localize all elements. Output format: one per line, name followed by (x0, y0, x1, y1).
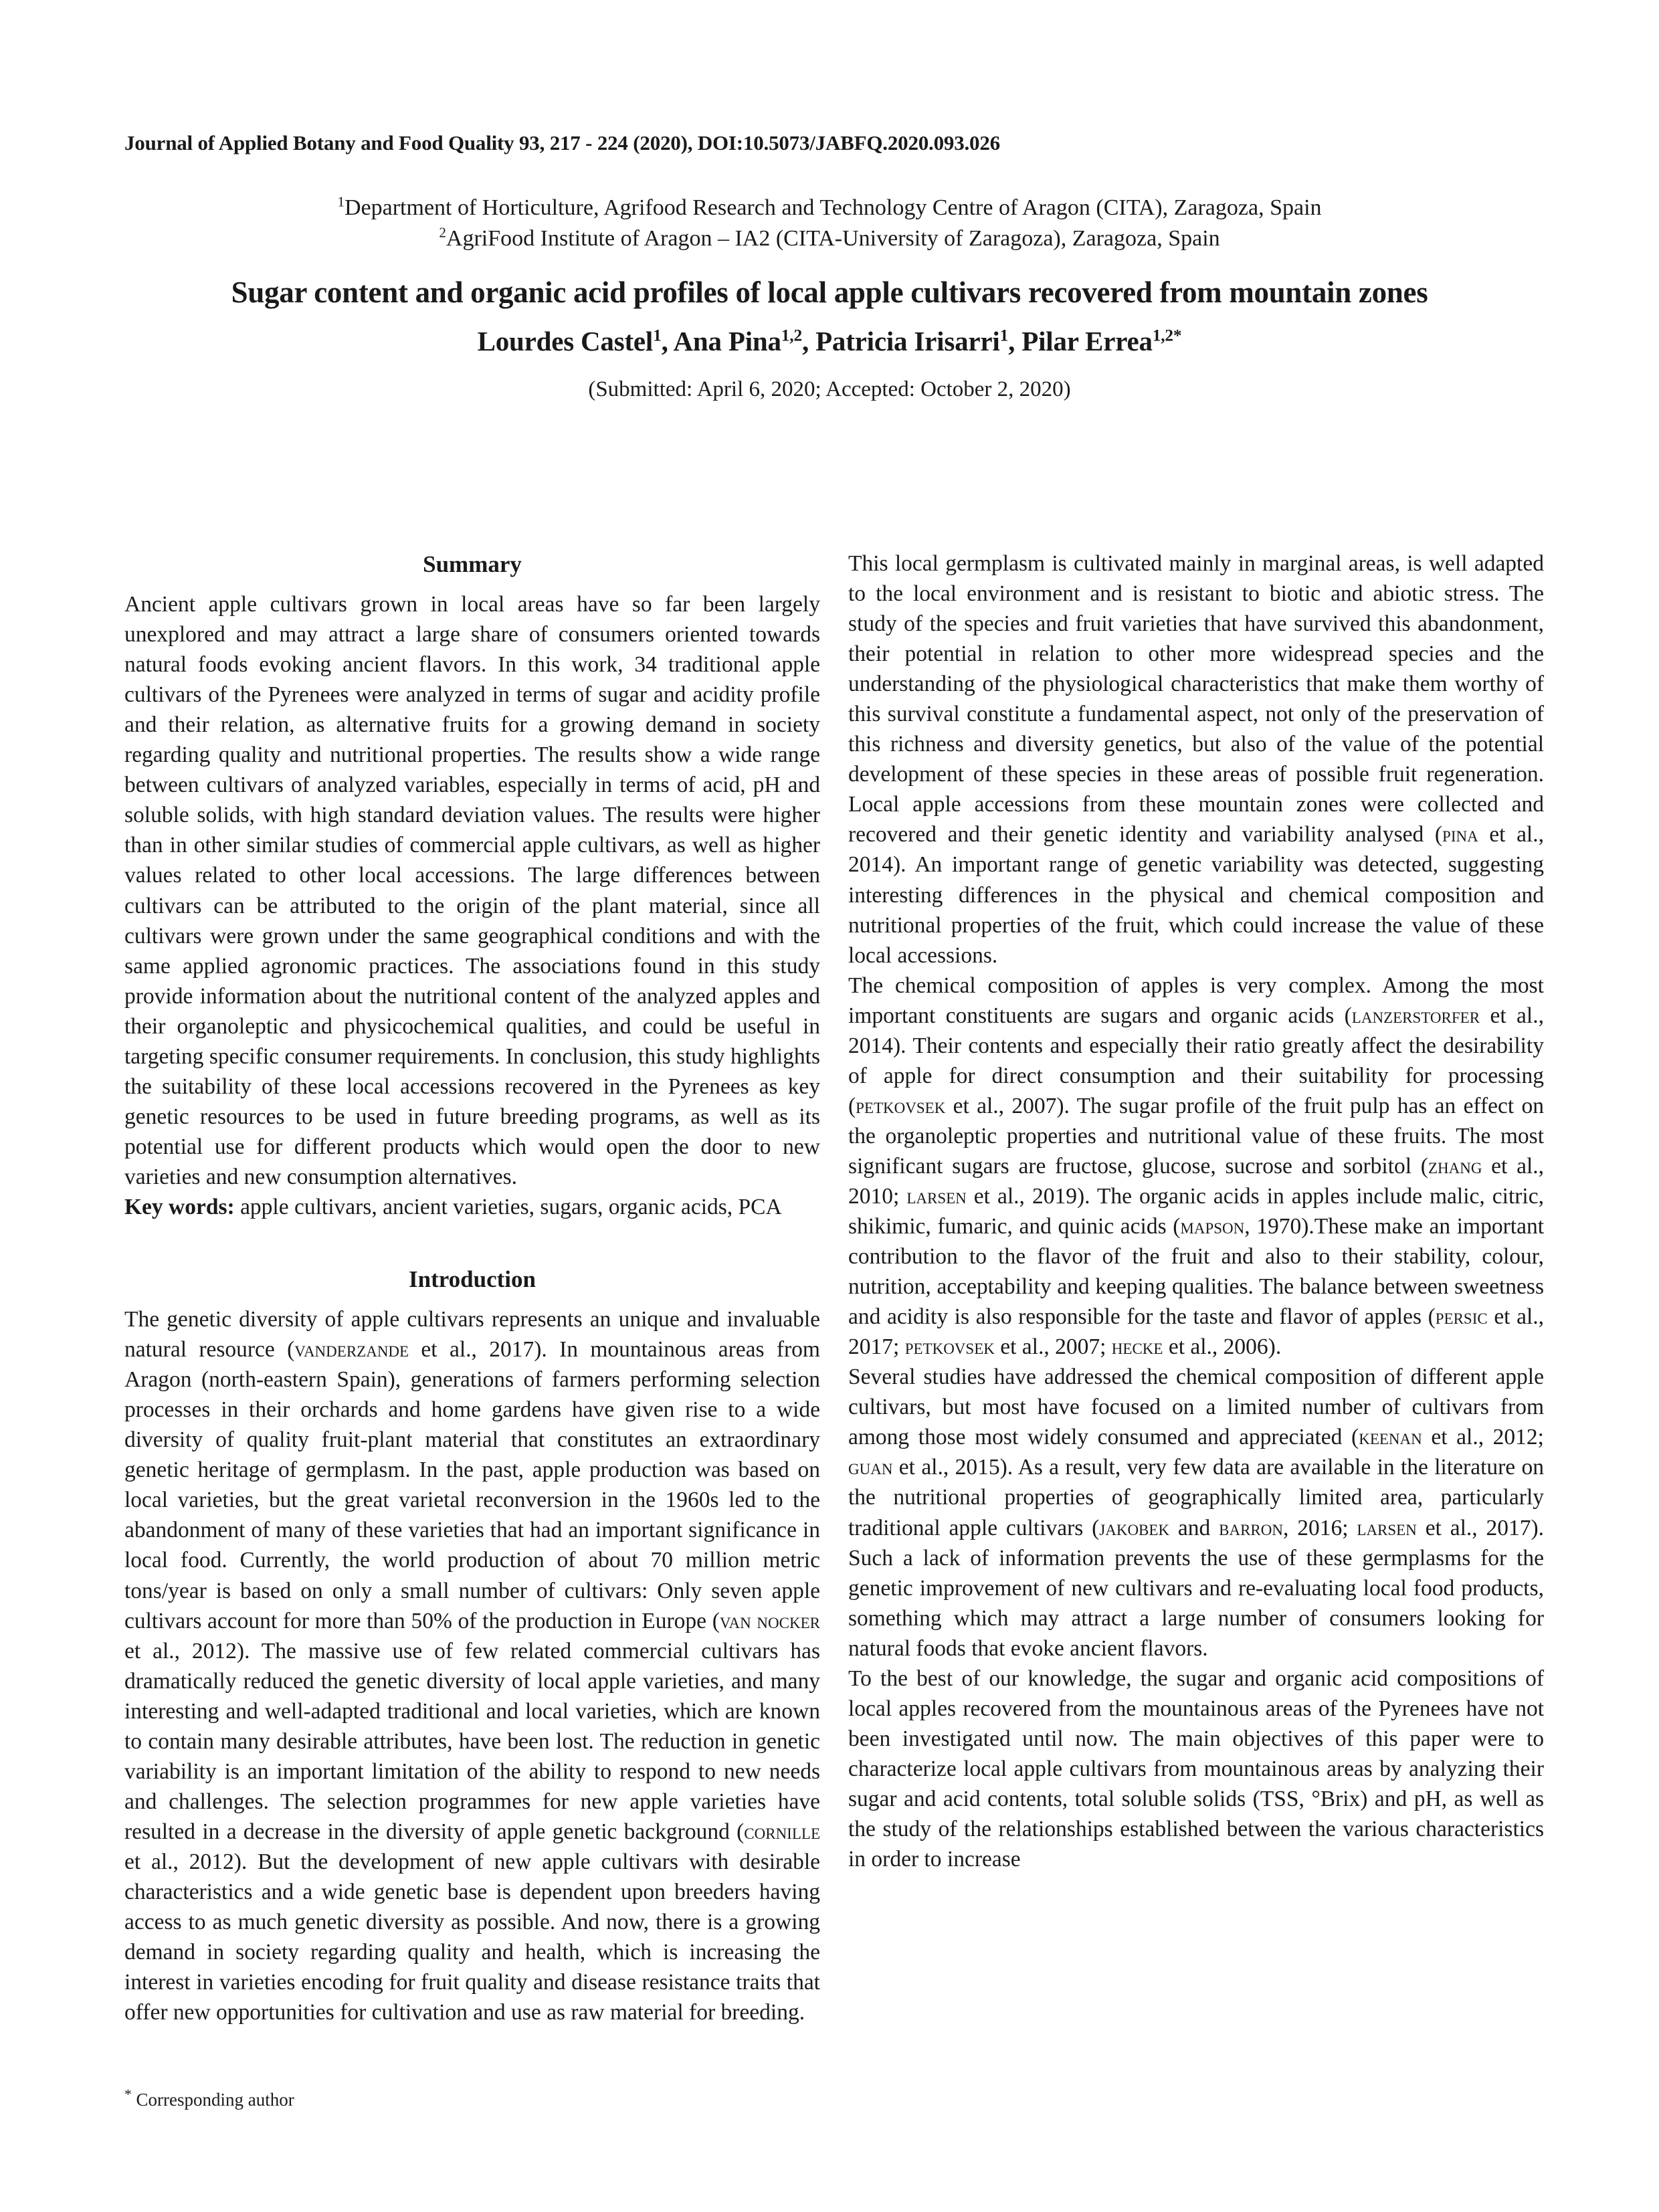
affiliation-1-marker: 1 (337, 193, 345, 210)
summary-paragraph: Ancient apple cultivars grown in local areas have so far been largely unexplored and may attract a large share of consumers oriented towards natural foods evoking ancient flavors. In this work, 34 traditional apple cultivars of the Pyrenees were analyzed in terms of sugar and acidity profile and their relation, as alternative fruits for a growing demand in society regarding quality and nutritional properties. The results show a wide range between cultivars of analyzed variables, especially in terms of acid, pH and soluble solids, with high standard deviation values. The results were higher than in other similar studies of commercial apple cultivars, as well as higher values related to other local accessions. The large differences between cultivars can be attributed to the origin of the plant material, since all cultivars were grown under the same geographical conditions and with the same applied agronomic practices. The associations found in this study provide information about the nutritional content of the analyzed apples and their organoleptic and physicochemical qualities, and could be useful in targeting specific consumer requirements. In conclusion, this study highlights the suitability of these local accessions recovered in the Pyrenees as key genetic resources to be used in future breeding programs, as well as its potential use for different products which would open the door to new varieties and new consumption alternatives. (124, 592, 820, 1189)
intro-paragraph-1 (124, 1304, 820, 2027)
text-run: et al., 2014). An important range of genetic variability was detected, suggesting interesting differences in the physical and chemical composition and nutritional properties of the fruit, which could increase the value of these local accessions. (848, 822, 1544, 968)
text-run: et al., 2010; (848, 1153, 1545, 1209)
text-run: et al., 2017). In mountainous areas from Aragon (north-eastern Spain), generations of farmers performing selection processes in their orchards and home gardens have given rise to a wide diversity of quality fruit-plant material that constitutes an extraordinary genetic heritage of germplasm. In the past, apple production was based on local varieties, but the great varietal reconversion in the 1960s led to the abandonment of many of these varieties that had an important significance in local food. Currently, the world production of about 70 million metric tons/year is based on only a small number of cultivars: Only seven apple cultivars account for more than 50% of the production in Europe ( (124, 1337, 820, 1633)
citation-larsen: larsen (906, 1183, 967, 1209)
citation-zhang: zhang (1428, 1153, 1482, 1179)
footnote-text: Corresponding author (131, 2090, 294, 2110)
text-run: et al., 2006). (1163, 1334, 1282, 1360)
author-name: Ana Pina (673, 325, 781, 357)
text-run: and (1169, 1515, 1219, 1540)
text-run: et al., 2015). As a result, very few data are available in the literature on the nutritional properties of geographically limited area, particularly traditional apple cultivars ( (848, 1455, 1544, 1540)
text-run: et al., 2007; (994, 1334, 1112, 1360)
text-run: This local germplasm is cultivated mainly in marginal areas, is well adapted to the local environment and is resistant to biotic and abiotic stress. The study of the species and fruit varieties that have survived this abandonment, their potential in relation to other more widespread species and the understanding of the physiological characteristics that make them worthy of this survival constitute a fundamental aspect, not only of the preservation of this richness and diversity genetics, but also of the value of the potential development of these species in these areas of possible fruit regeneration. Local apple accessions from these mountain zones were collected and recovered and their genetic identity and variability analysed ( (848, 551, 1544, 847)
text-run: , 1970).These make an important contribution to the flavor of the fruit and also to their stability, colour, nutrition, acceptability and keeping qualities. The balance between sweetness and acidity is also responsible for the taste and flavor of apples ( (848, 1214, 1545, 1330)
citation-guan: guan (848, 1455, 893, 1480)
text-run: et al., 2017; (848, 1304, 1544, 1360)
citation-larsen-2: larsen (1357, 1515, 1417, 1540)
footnote-marker: * (124, 2086, 132, 2102)
author-list (124, 325, 1535, 357)
affiliation-2 (124, 223, 1535, 254)
citation-cornille: cornille (744, 1819, 820, 1844)
intro-paragraph-2 (848, 548, 1544, 971)
citation-pina: pina (1442, 822, 1478, 847)
text-run: , 2016; (1283, 1515, 1357, 1540)
citation-petkovsek: petkovsek (856, 1093, 946, 1118)
author-name: Pilar Errea (1021, 325, 1153, 357)
submission-dates: (Submitted: April 6, 2020; Accepted: October 2, 2020) (588, 377, 1071, 401)
citation-vanderzande: vanderzande (294, 1337, 409, 1363)
summary-heading: Summary (423, 551, 522, 577)
text-run: et al., 2012). But the development of new apple cultivars with desirable characteristics and a wide genetic base is dependent upon breeders having access to as much genetic diversity as possible. And now, there is a growing demand in society regarding quality and health, which is increasing the interest in varieties encoding for fruit quality and disease resistance traits that offer new opportunities for cultivation and use as raw material for breeding. (124, 1849, 820, 2025)
citation-lanzerstorfer: lanzerstorfer (1351, 1003, 1480, 1028)
text-run: et al., 2014). Their contents and especially their ratio greatly affect the desirability of apple for direct consumption and their suitability for processing ( (848, 1003, 1544, 1118)
citation-petkovsek-2: petkovsek (904, 1334, 995, 1360)
affiliations-block (124, 193, 1535, 254)
column-right (848, 548, 1544, 1874)
author-name: Patricia Irisarri (815, 325, 1000, 357)
title-block (124, 276, 1535, 402)
text-run: The genetic diversity of apple cultivars represents an unique and invaluable natural resource ( (124, 1307, 820, 1363)
text-run: et al., 2012; (1422, 1425, 1544, 1450)
author-item (1021, 326, 1181, 357)
citation-persic: persic (1435, 1304, 1488, 1330)
journal-header: Journal of Applied Botany and Food Quality 93, 217 - 224 (2020), DOI:10.5073/JABFQ.2020.093.026 (124, 131, 1000, 155)
text-run: et al., 2012). The massive use of few related commercial cultivars has dramatically reduced the genetic diversity of local apple varieties, and many interesting and well-adapted traditional and local varieties, which are known to contain many desirable attributes, have been lost. The reduction in genetic variability is an important limitation of the ability to respond to new needs and challenges. The selection programmes for new apple varieties have resulted in a decrease in the diversity of apple genetic background ( (124, 1638, 820, 1844)
author-item (673, 326, 815, 357)
citation-van-nocker: van nocker (719, 1608, 820, 1633)
intro-paragraph-4 (848, 1362, 1544, 1663)
author-name: Lourdes Castel (477, 325, 654, 357)
text-run: Several studies have addressed the chemical composition of different apple cultivars, but most have focused on a limited number of cultivars from among those most widely consumed and appreciated ( (848, 1365, 1544, 1450)
keywords-text: apple cultivars, ancient varieties, sugars, organic acids, PCA (234, 1195, 782, 1219)
keywords-label: Key words: (124, 1195, 235, 1219)
intro-paragraph-5: To the best of our knowledge, the sugar and organic acid compositions of local apples recovered from the mountainous areas of the Pyrenees have not been investigated until now. The main objectives of this paper were to characterize local apple cultivars from mountainous areas by analyzing their sugar and acid contents, total soluble solids (TSS, °Brix) and pH, as well as the study of the relationships established between the various characteristics in order to increase (848, 1666, 1544, 1872)
affiliation-1 (124, 193, 1535, 223)
citation-jakobek: jakobek (1099, 1515, 1170, 1540)
corresponding-author-footnote (124, 2088, 820, 2112)
page-title: Sugar content and organic acid profiles of local apple cultivars recovered from mountain zones (231, 276, 1428, 309)
author-separator: , (1008, 325, 1022, 357)
author-affil-marker: 1 (653, 326, 662, 345)
keywords-line (124, 1192, 820, 1222)
column-left (124, 548, 820, 2027)
author-item (478, 326, 674, 357)
citation-keenan: keenan (1359, 1425, 1422, 1450)
text-run: et al., 2019). The organic acids in apples include malic, citric, shikimic, fumaric, and quinic acids ( (848, 1183, 1544, 1239)
author-affil-marker: 1,2* (1152, 326, 1182, 345)
intro-paragraph-3 (848, 971, 1544, 1363)
citation-barron: barron (1219, 1515, 1283, 1540)
text-run: et al., 2017). Such a lack of information prevents the use of these germplasms for the genetic improvement of new cultivars and re-evaluating local food products, something which may attract a large number of consumers looking for natural foods that evoke ancient flavors. (848, 1515, 1545, 1661)
author-affil-marker: 1 (999, 326, 1009, 345)
citation-mapson: mapson (1180, 1214, 1245, 1239)
author-separator: , (661, 325, 674, 357)
author-separator: , (801, 325, 816, 357)
affiliation-2-text: AgriFood Institute of Aragon – IA2 (CITA-University of Zaragoza), Zaragoza, Spain (446, 225, 1220, 251)
author-item (815, 326, 1021, 357)
affiliation-2-marker: 2 (439, 224, 446, 241)
affiliation-1-text: Department of Horticulture, Agrifood Research and Technology Centre of Aragon (CITA), Zaragoza, Spain (345, 195, 1322, 220)
citation-hecke: hecke (1111, 1334, 1163, 1360)
author-affil-marker: 1,2 (781, 326, 802, 345)
introduction-heading: Introduction (409, 1266, 536, 1293)
text-run: The chemical composition of apples is very complex. Among the most important constituents are sugars and organic acids ( (848, 973, 1544, 1028)
text-run: et al., 2007). The sugar profile of the fruit pulp has an effect on the organoleptic properties and nutritional value of these fruits. The most significant sugars are fructose, glucose, sucrose and sorbitol ( (848, 1093, 1544, 1179)
